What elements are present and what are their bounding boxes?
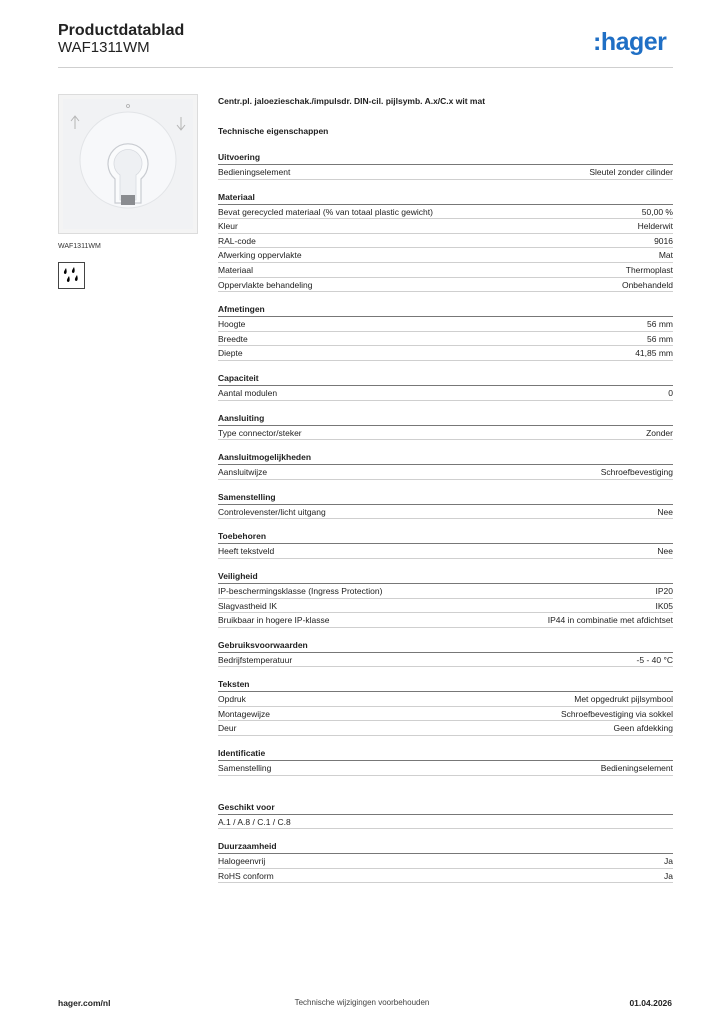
header-divider <box>58 67 673 68</box>
spec-row <box>218 317 673 332</box>
spec-label: Controlevenster/licht uitgang <box>218 506 326 517</box>
spec-value: Mat <box>658 250 673 261</box>
spec-label: Aansluitwijze <box>218 467 268 478</box>
hager-logo: :hager <box>593 28 667 56</box>
group-title: Gebruiksvoorwaarden <box>218 638 673 653</box>
spec-label: Type connector/steker <box>218 427 302 438</box>
spec-label: Materiaal <box>218 264 253 275</box>
spec-label: Diepte <box>218 348 243 359</box>
image-caption: WAF1311WM <box>58 243 101 250</box>
group-identificatie <box>218 746 673 776</box>
group-aansluitmogelijkheden <box>218 450 673 480</box>
spec-label: Hoogte <box>218 319 246 330</box>
spec-label: Bedrijfstemperatuur <box>218 654 293 665</box>
spec-row <box>218 386 673 401</box>
spec-value: 56 mm <box>647 319 673 330</box>
spec-label: Aantal modulen <box>218 387 278 398</box>
spec-row <box>218 707 673 722</box>
group-title: Aansluitmogelijkheden <box>218 450 673 465</box>
spec-label: Heeft tekstveld <box>218 546 275 557</box>
spec-label: Montagewijze <box>218 708 270 719</box>
group-toebehoren <box>218 529 673 559</box>
group-veiligheid <box>218 569 673 628</box>
spec-row <box>218 869 673 884</box>
spec-row <box>218 248 673 263</box>
spec-value: 50,00 % <box>641 206 673 217</box>
spec-row <box>218 346 673 361</box>
spec-label: Halogeenvrij <box>218 856 266 867</box>
spec-row <box>218 584 673 599</box>
group-teksten <box>218 677 673 736</box>
spec-row <box>218 205 673 220</box>
spec-value: Ja <box>664 870 673 881</box>
spec-label: Slagvastheid IK <box>218 600 278 611</box>
spec-row <box>218 219 673 234</box>
spec-value: Nee <box>657 546 673 557</box>
spec-row <box>218 613 673 628</box>
spec-value: 56 mm <box>647 333 673 344</box>
spec-value: Onbehandeld <box>621 279 673 290</box>
group-title: Afmetingen <box>218 302 673 317</box>
group-title: Materiaal <box>218 190 673 205</box>
group-samenstelling <box>218 490 673 520</box>
group-title: Geschikt voor <box>218 800 673 815</box>
spec-content <box>218 96 673 893</box>
group-capaciteit <box>218 371 673 401</box>
spec-row <box>218 544 673 559</box>
spec-value: -5 - 40 °C <box>636 654 673 665</box>
spec-row <box>218 505 673 520</box>
group-title: Veiligheid <box>218 569 673 584</box>
spec-row <box>218 854 673 869</box>
spec-label: Samenstelling <box>218 763 272 774</box>
footer-website: hager.com/nl <box>58 998 111 1008</box>
spec-value: Nee <box>657 506 673 517</box>
group-duurzaamheid <box>218 839 673 883</box>
spec-value: Bedieningselement <box>600 763 673 774</box>
spec-value: Helderwit <box>637 221 673 232</box>
spec-label: Bedieningselement <box>218 167 291 177</box>
spec-value: 9016 <box>654 235 673 246</box>
key-switch-cover-icon <box>59 95 197 233</box>
footer-date: 01.04.2026 <box>629 998 672 1008</box>
group-afmetingen <box>218 302 673 361</box>
spec-row <box>218 721 673 736</box>
spec-value: Met opgedrukt pijlsymbool <box>574 694 673 705</box>
spec-value: Ja <box>664 856 673 867</box>
group-title: Teksten <box>218 677 673 692</box>
product-image <box>58 94 198 234</box>
spec-label: Kleur <box>218 221 238 232</box>
spec-row <box>218 426 673 441</box>
spec-row <box>218 599 673 614</box>
tech-heading: Technische eigenschappen <box>218 126 329 136</box>
spec-row <box>218 653 673 668</box>
spec-label: Breedte <box>218 333 248 344</box>
spec-label: RoHS conform <box>218 870 274 881</box>
spec-value: 41,85 mm <box>635 348 673 359</box>
spec-row <box>218 465 673 480</box>
group-uitvoering <box>218 150 673 180</box>
spec-label: IP-beschermingsklasse (Ingress Protection) <box>218 585 383 596</box>
group-title: Uitvoering <box>218 150 673 165</box>
group-title: Toebehoren <box>218 529 673 544</box>
spec-label: Opdruk <box>218 694 246 705</box>
group-title: Capaciteit <box>218 371 673 386</box>
product-description: Centr.pl. jaloezieschak./impulsdr. DIN-cil. pijlsymb. A.x/C.x wit mat <box>218 96 486 106</box>
footer-disclaimer: Technische wijzigingen voorbehouden <box>294 998 430 1007</box>
spec-value: Geen afdekking <box>613 723 673 734</box>
spec-value: Sleutel zonder cilinder <box>589 167 673 177</box>
spec-row <box>218 815 673 830</box>
group-materiaal <box>218 190 673 293</box>
spec-value: Zonder <box>646 427 673 438</box>
spec-label: Bruikbaar in hogere IP-klasse <box>218 615 330 626</box>
group-title: Aansluiting <box>218 411 673 426</box>
group-title: Identificatie <box>218 746 673 761</box>
spec-row <box>218 761 673 776</box>
spec-row <box>218 278 673 293</box>
spec-label: Afwerking oppervlakte <box>218 250 302 261</box>
spec-label: Oppervlakte behandeling <box>218 279 313 290</box>
group-aansluiting <box>218 411 673 441</box>
spec-label: RAL-code <box>218 235 256 246</box>
page-title: Productdatablad <box>58 22 185 39</box>
spec-value: IP44 in combinatie met afdichtset <box>547 615 673 626</box>
group-geschikt-voor <box>218 800 673 830</box>
spec-label: Bevat gerecycled materiaal (% van totaal plastic gewicht) <box>218 206 433 217</box>
spec-value: Schroefbevestiging via sokkel <box>561 708 673 719</box>
product-code: WAF1311WM <box>58 39 150 56</box>
group-title: Duurzaamheid <box>218 839 673 854</box>
spec-row <box>218 165 673 180</box>
group-title: Samenstelling <box>218 490 673 505</box>
spec-value: IP20 <box>655 585 673 596</box>
spec-row <box>218 263 673 278</box>
spec-value: IK05 <box>655 600 673 611</box>
spec-value: Schroefbevestiging <box>600 467 673 478</box>
spec-label: Deur <box>218 723 237 734</box>
spec-row <box>218 234 673 249</box>
spec-label: A.1 / A.8 / C.1 / C.8 <box>218 816 291 827</box>
spec-value: 0 <box>668 387 673 398</box>
water-drops-icon <box>58 262 85 289</box>
spec-value: Thermoplast <box>625 264 673 275</box>
spec-row <box>218 692 673 707</box>
group-gebruiksvoorwaarden <box>218 638 673 668</box>
spec-row <box>218 332 673 347</box>
